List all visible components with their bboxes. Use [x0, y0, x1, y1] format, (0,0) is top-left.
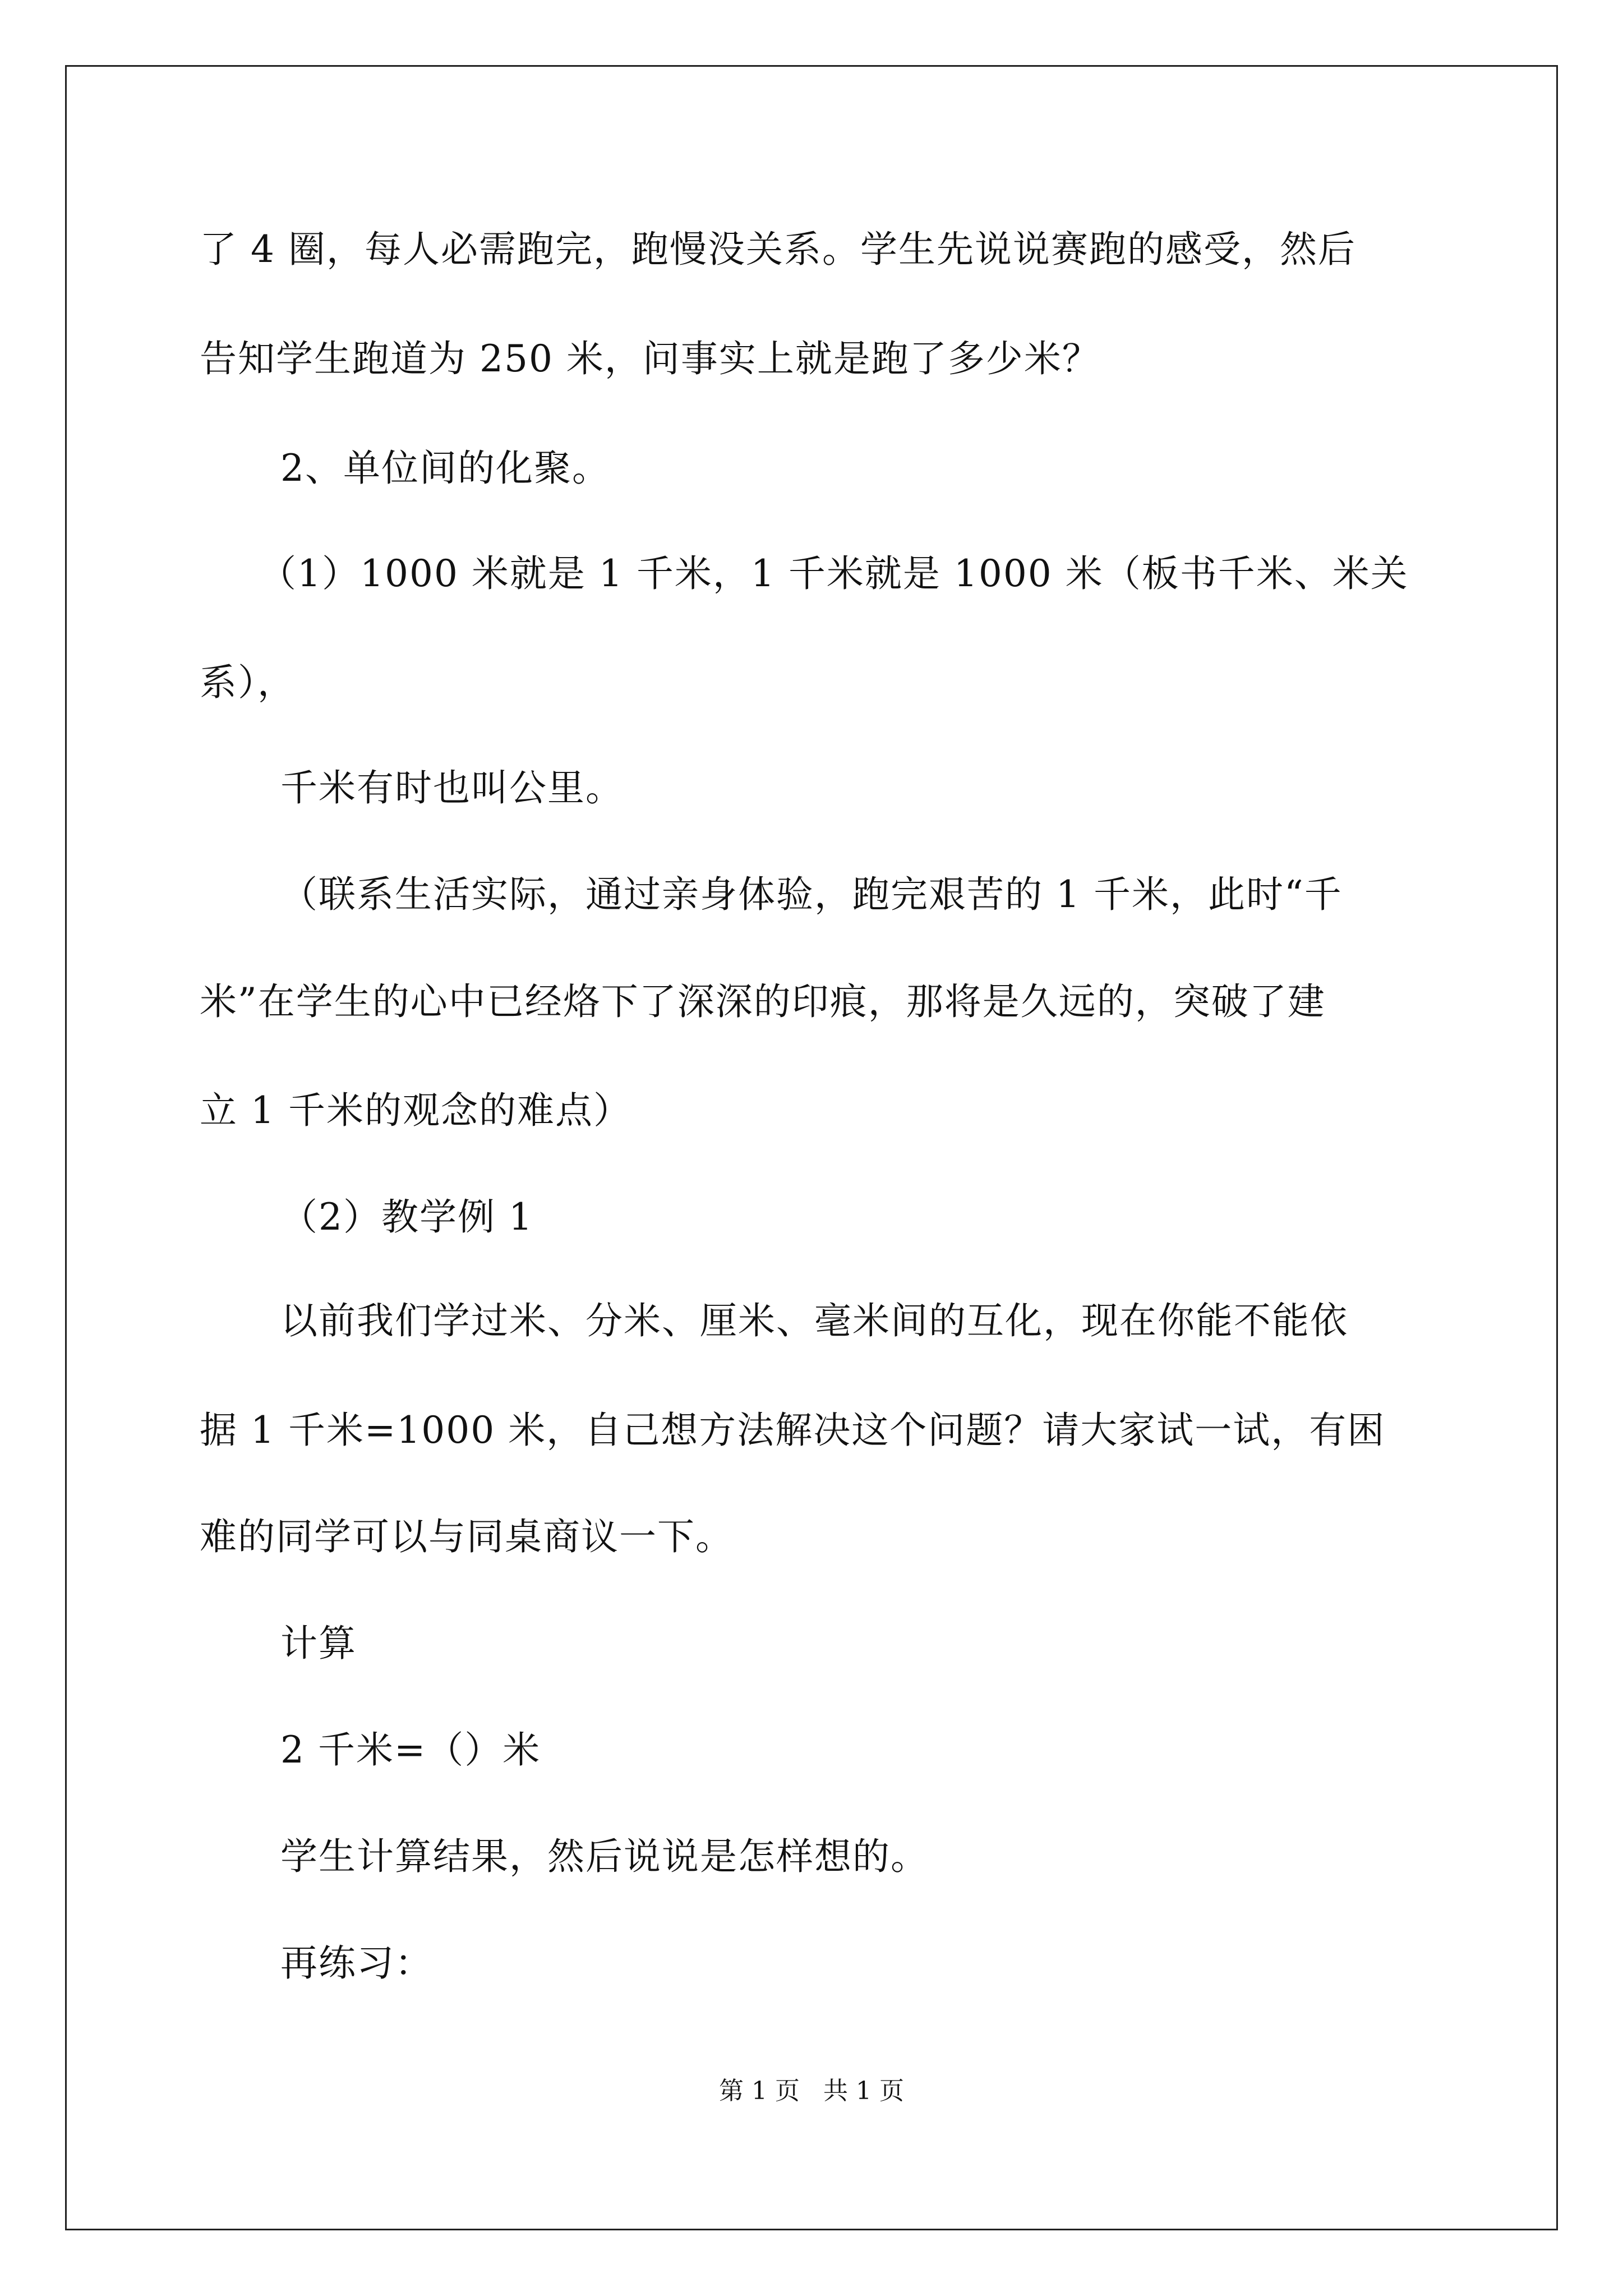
- text-line: 千米有时也叫公里。: [280, 766, 624, 809]
- text-line: 立 1 千米的观念的难点）: [200, 1089, 631, 1132]
- text-line: 了 4 圈，每人必需跑完，跑慢没关系。学生先说说赛跑的感受，然后: [200, 228, 1356, 271]
- page-number: 第 1 页 共 1 页: [719, 2077, 904, 2105]
- text-line: 学生计算结果，然后说说是怎样想的。: [280, 1835, 929, 1878]
- text-line: 米”在学生的心中已经烙下了深深的印痕，那将是久远的，突破了建: [200, 980, 1326, 1023]
- text-line: 2 千米=（）米: [280, 1728, 541, 1772]
- text-line: 计算: [280, 1622, 357, 1665]
- section-heading: 2、单位间的化聚。: [280, 447, 610, 490]
- page-border: [65, 65, 1558, 2230]
- text-line: （联系生活实际，通过亲身体验，跑完艰苦的 1 千米，此时“千: [280, 873, 1343, 916]
- text-line: 系），: [200, 661, 296, 704]
- text-line: （2）教学例 1: [280, 1195, 533, 1239]
- text-line: 再练习：: [280, 1941, 433, 1985]
- text-line: 告知学生跑道为 250 米，问事实上就是跑了多少米？: [200, 337, 1100, 380]
- text-line: 据 1 千米=1000 米，自己想方法解决这个问题？请大家试一试，有困: [200, 1409, 1386, 1452]
- text-line: 难的同学可以与同桌商议一下。: [200, 1515, 734, 1558]
- text-line: 以前我们学过米、分米、厘米、毫米间的互化，现在你能不能依: [280, 1299, 1348, 1342]
- text-line: （1）1000 米就是 1 千米，1 千米就是 1000 米（板书千米、米关: [259, 552, 1409, 595]
